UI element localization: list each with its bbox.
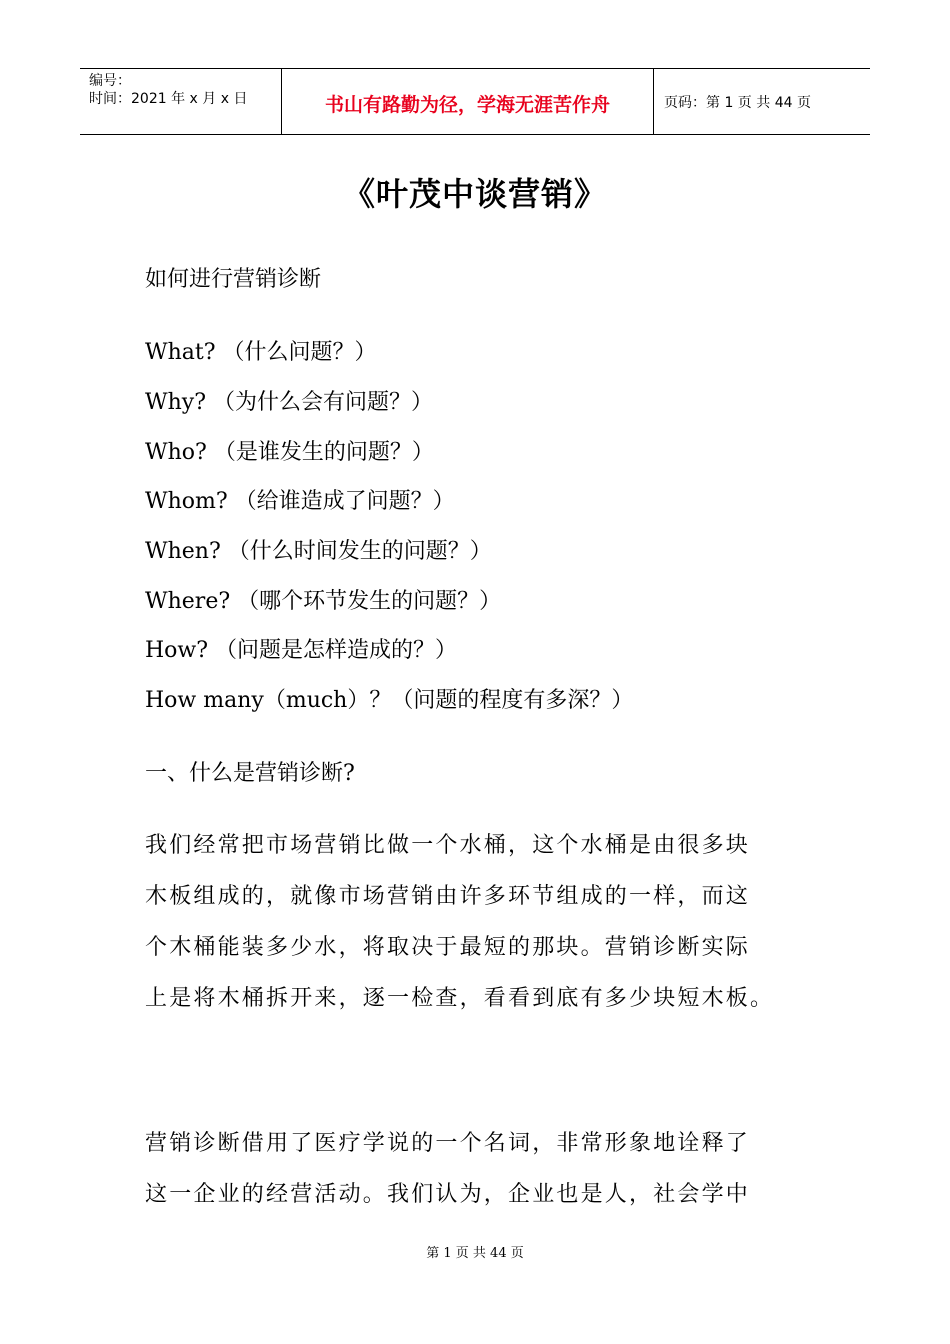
header-motto: 书山有路勤为径，学海无涯苦作舟 [282, 69, 654, 134]
document-header [80, 68, 870, 135]
question-when: When? （什么时间发生的问题？） [145, 539, 492, 564]
question-why: Why? （为什么会有问题？） [145, 390, 433, 415]
paragraph-1-line: 个木桶能装多少水，将取决于最短的那块。营销诊断实际 [145, 935, 751, 960]
paragraph-1-line: 上是将木桶拆开来，逐一检查，看看到底有多少块短木板。 [145, 986, 775, 1011]
section1-heading: 一、什么是营销诊断? [145, 761, 355, 786]
question-who: Who? （是谁发生的问题？） [145, 440, 434, 465]
question-where: Where? （哪个环节发生的问题？） [145, 589, 502, 614]
paragraph-2-line: 这一企业的经营活动。我们认为，企业也是人，社会学中 [145, 1182, 751, 1207]
header-page-info: 页码：第 1 页 共 44 页 [664, 94, 811, 111]
page-footer: 第 1 页 共 44 页 [426, 1246, 524, 1261]
paragraph-1 [145, 820, 805, 1024]
question-what: What? （什么问题？） [145, 340, 377, 365]
header-meta [80, 69, 282, 134]
serial-label: 编号： [89, 73, 131, 89]
paragraph-1-line: 木板组成的，就像市场营销由许多环节组成的一样，而这 [145, 884, 751, 909]
subtitle: 如何进行营销诊断 [145, 267, 322, 292]
paragraph-2 [145, 1118, 805, 1220]
question-whom: Whom? （给谁造成了问题？） [145, 489, 455, 514]
paragraph-2-line: 营销诊断借用了医疗学说的一个名词，非常形象地诠释了 [145, 1131, 751, 1156]
paragraph-1-line: 我们经常把市场营销比做一个水桶，这个水桶是由很多块 [145, 833, 751, 858]
question-how-many: How many（much）？（问题的程度有多深？） [145, 688, 634, 713]
document-title: 《叶茂中谈营销》 [342, 175, 607, 213]
question-how: How? （问题是怎样造成的？） [145, 638, 458, 663]
date-label: 时间：2021 年 x 月 x 日 [89, 91, 248, 107]
